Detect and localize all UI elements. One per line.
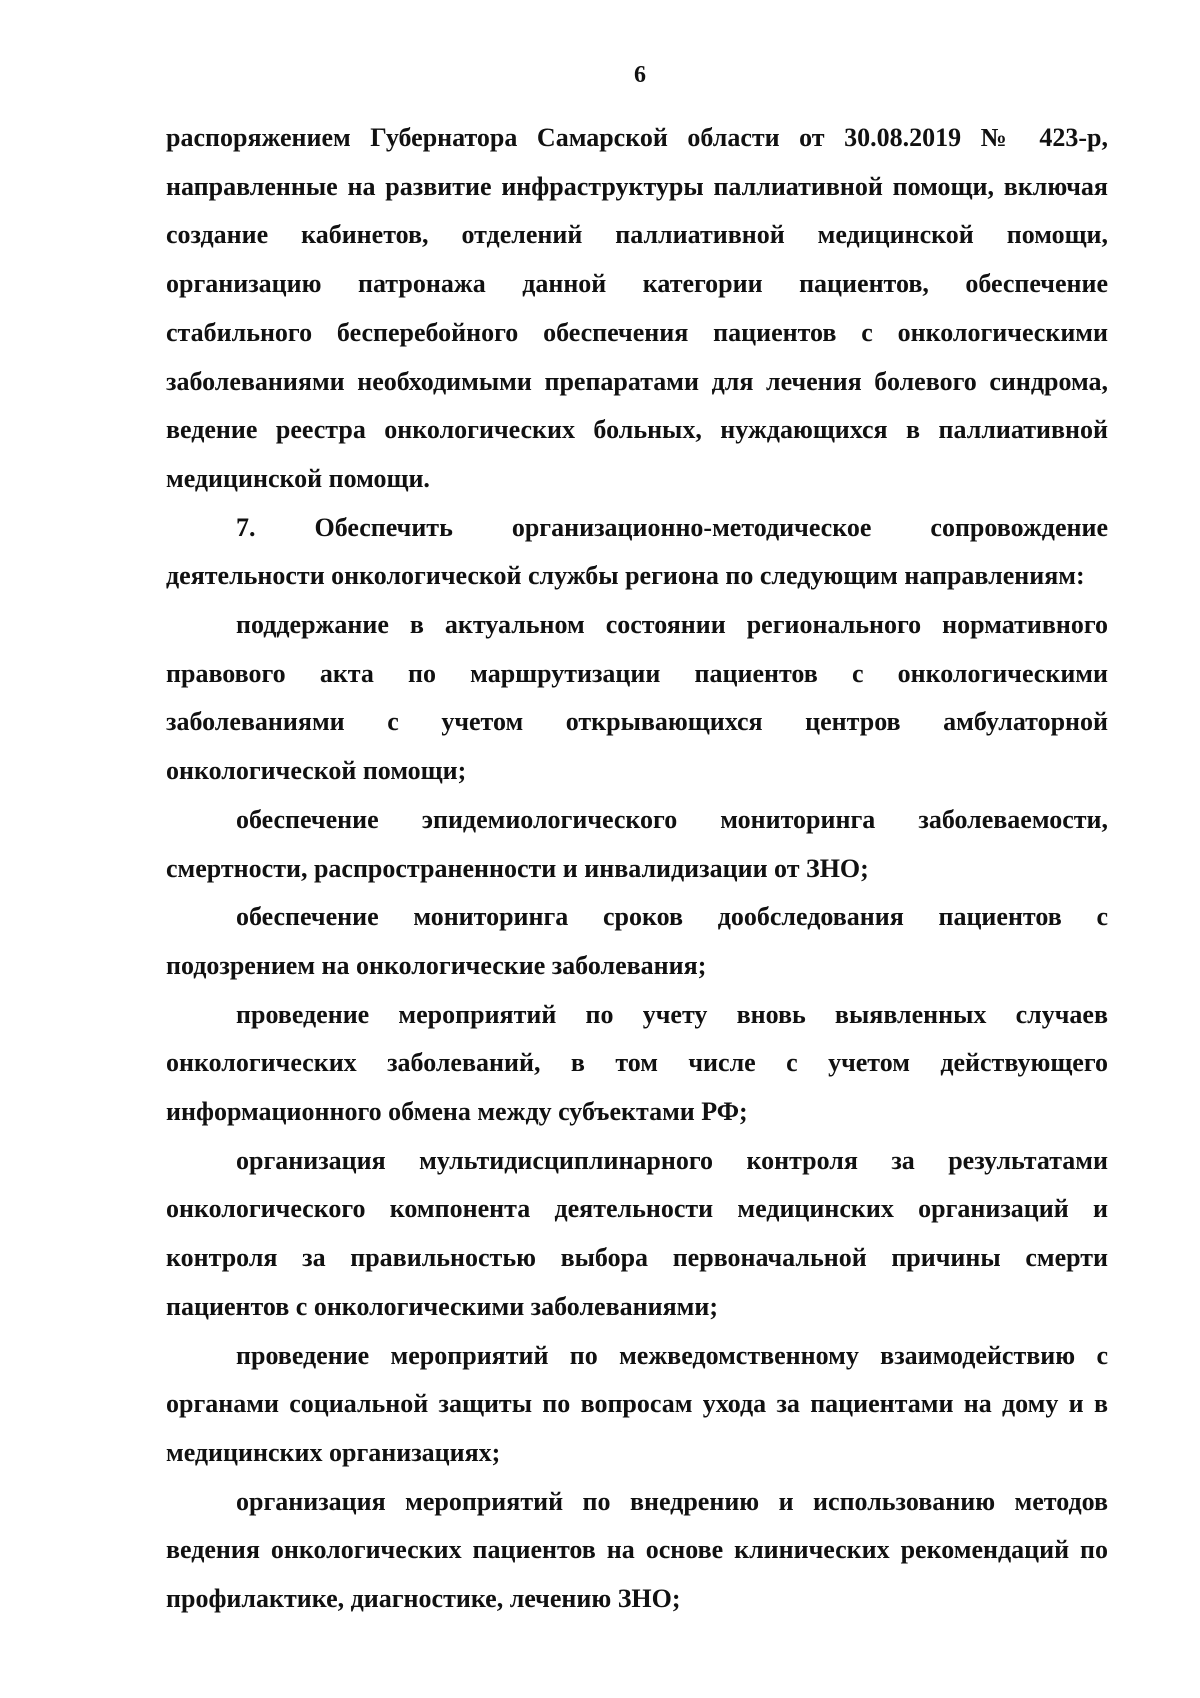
paragraph-item-7: 7. Обеспечить организационно-методическое сопровождение деятельности онкологической службы региона по следующим направлениям: [166,512,1108,591]
paragraph-routing-act: поддержание в актуальном состоянии регионального нормативного правового акта по маршрутизации пациентов с онкологическими заболеваниями с учетом открывающихся центров амбулаторной онкологической помощи; [166,610,1108,786]
paragraph-examination-monitoring: обеспечение мониторинга сроков дообследования пациентов с подозрением на онкологические заболевания; [166,902,1108,980]
paragraph-clinical-guidelines: организация мероприятий по внедрению и использованию методов ведения онкологических пациентов на основе клинических рекомендаций по профилактике, диагностике, лечению ЗНО; [166,1486,1108,1614]
paragraph-case-registration: проведение мероприятий по учету вновь выявленных случаев онкологических заболеваний, в том числе с учетом действующего информационного обмена между субъектами РФ; [166,999,1108,1127]
paragraph-palliative-infrastructure: распоряжением Губернатора Самарской области от 30.08.2019 № 423-р, направленные на развитие инфраструктуры паллиативной помощи, включая создание кабинетов, отделений паллиативной медицинской помощи, организацию патронажа данной категории пациентов, обеспечение стабильного бесперебойного обеспечения пациентов с онкологическими заболеваниями необходимыми препаратами для лечения болевого синдрома, ведение реестра онкологических больных, нуждающихся в паллиативной медицинской помощи. [166,123,1108,493]
paragraph-multidisciplinary-control: организация мультидисциплинарного контроля за результатами онкологического компонента деятельности медицинских организаций и контроля за правильностью выбора первоначальной причины смерти пациентов с онкологическими заболеваниями; [166,1145,1108,1321]
document-body [166,114,1108,1624]
paragraph-interagency-cooperation: проведение мероприятий по межведомственному взаимодействию с органами социальной защиты по вопросам ухода за пациентами на дому и в медицинских организациях; [166,1340,1108,1467]
page-number: 6 [634,62,646,88]
paragraph-epidemiological-monitoring: обеспечение эпидемиологического мониторинга заболеваемости, смертности, распространенности и инвалидизации от ЗНО; [166,804,1108,883]
